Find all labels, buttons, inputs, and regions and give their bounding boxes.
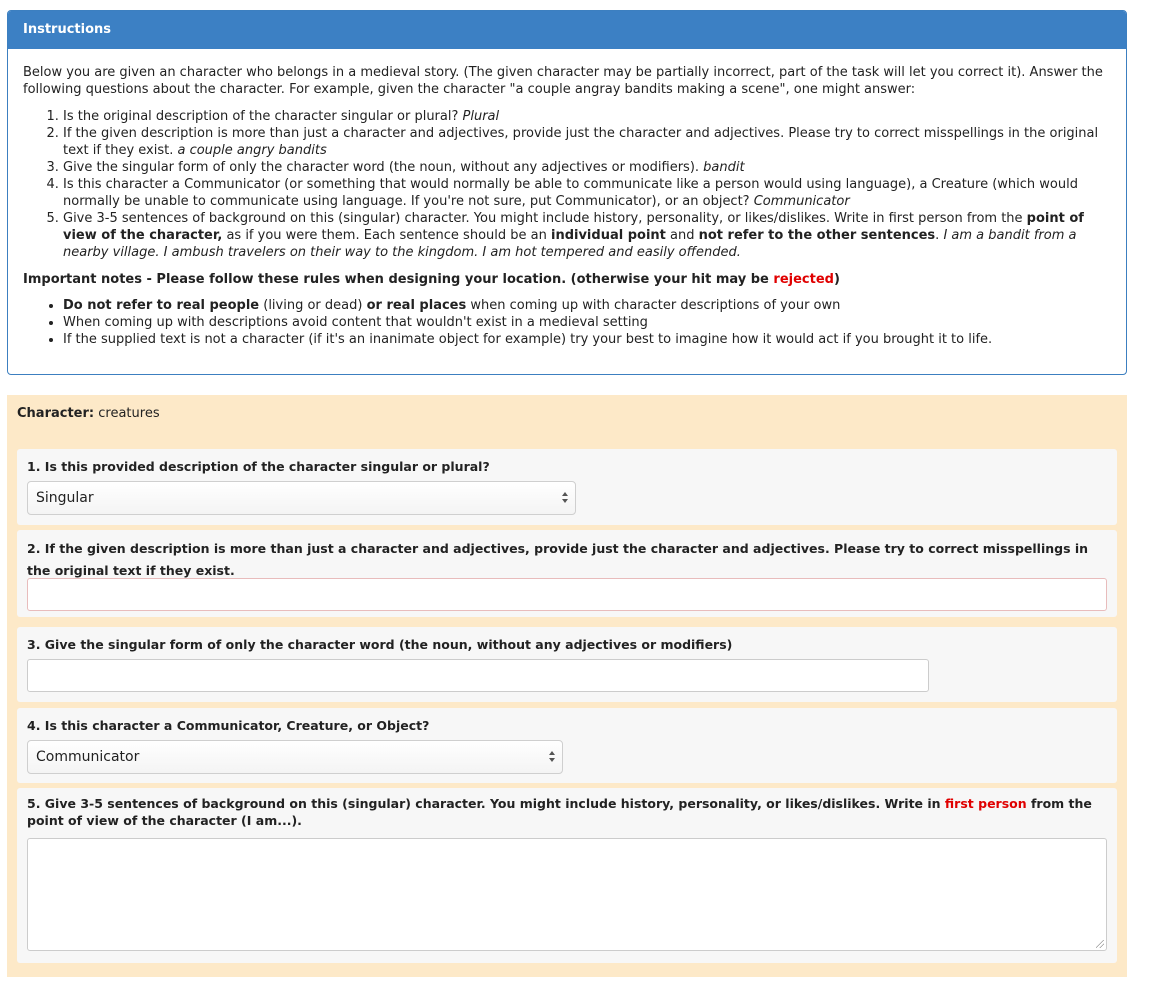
instruction-steps — [23, 108, 1111, 261]
character-form — [7, 395, 1127, 977]
rejected-text: rejected — [773, 272, 834, 287]
step-1-example: Plural — [462, 109, 500, 124]
character-adjectives-input[interactable] — [27, 578, 1107, 611]
character-line — [17, 406, 160, 421]
step-1: 1. Is the original description of the character singular or plural? Plural — [63, 108, 1111, 125]
step-2: 2. If the given description is more than just a character and adjectives, provide just the character and adjectives. Please try to correct misspellings in the original text if they exist. a couple angry bandits — [63, 125, 1111, 159]
select-arrows-icon — [562, 491, 569, 505]
question-4-label: 4. Is this character a Communicator, Creature, or Object? — [27, 718, 430, 733]
note-3: • If the supplied text is not a character (if it's an inanimate object for example) try your best to imagine how it would act if you brought it to life. — [63, 331, 1111, 348]
step-4-example: Communicator — [753, 194, 850, 209]
question-2 — [17, 530, 1117, 617]
step-5: 5. Give 3-5 sentences of background on this (singular) character. You might include history, personality, or likes/dislikes. Write in first person from the point of view of the character, as if you were them. Each sentence should be an individual point and not refer to the other sentences. I am a bandit from a nearby village. I ambush travelers on their way to the kingdom. I am hot tempered and easily offended. — [63, 210, 1111, 261]
question-5 — [17, 788, 1117, 963]
question-1 — [17, 449, 1117, 525]
character-value: creatures — [98, 406, 160, 421]
question-5-label: 5. Give 3-5 sentences of background on this (singular) character. You might include history, personality, or likes/dislikes. Write in first person from the point of view of the character (I am...). — [27, 796, 1092, 828]
important-notes-list — [23, 297, 1111, 348]
character-type-value: Communicator — [36, 749, 140, 765]
resize-handle-icon[interactable] — [1096, 940, 1104, 948]
instructions-title: Instructions — [8, 11, 1126, 49]
instructions-intro: Below you are given an character who belongs in a medieval story. (The given character may be partially incorrect, part of the task will let you correct it). Answer the following questions about the character. For example, given the character "a couple angray bandits making a scene", one might answer: — [23, 65, 1103, 97]
singular-plural-value: Singular — [36, 490, 94, 506]
character-label: Character: — [17, 406, 95, 421]
question-3-label: 3. Give the singular form of only the character word (the noun, without any adjectives or modifiers) — [27, 637, 733, 652]
question-1-label: 1. Is this provided description of the character singular or plural? — [27, 459, 490, 474]
note-1: • Do not refer to real people (living or dead) or real places when coming up with character descriptions of your own — [63, 297, 1111, 314]
singular-plural-select[interactable] — [27, 481, 576, 515]
step-3: 3. Give the singular form of only the character word (the noun, without any adjectives or modifiers). bandit — [63, 159, 1111, 176]
first-person-text: first person — [944, 796, 1027, 811]
step-4: 4. Is this character a Communicator (or something that would normally be able to communicate like a person would using language), a Creature (which would normally be unable to communicate using language. If you're not sure, put Communicator), or an object? Communicator — [63, 176, 1111, 210]
select-arrows-icon — [549, 750, 556, 764]
singular-noun-input[interactable] — [27, 659, 929, 692]
note-2: • When coming up with descriptions avoid content that wouldn't exist in a medieval setting — [63, 314, 1111, 331]
question-3 — [17, 627, 1117, 702]
step-5-example: I am a bandit from a nearby village. I ambush travelers on their way to the kingdom. I am hot tempered and easily offended. — [63, 228, 1077, 260]
background-textarea[interactable] — [27, 838, 1107, 951]
step-2-example: a couple angry bandits — [177, 143, 327, 158]
character-type-select[interactable] — [27, 740, 563, 774]
instructions-panel — [7, 10, 1127, 375]
instructions-body — [8, 49, 1126, 348]
question-4 — [17, 708, 1117, 783]
question-2-label: 2. If the given description is more than just a character and adjectives, provide just the character and adjectives. Please try to correct misspellings in the original text if they exist. — [27, 541, 1089, 578]
step-3-example: bandit — [703, 160, 745, 175]
important-notes-heading: Important notes - Please follow these rules when designing your location. (otherwise your hit may be rejected) — [23, 272, 840, 287]
